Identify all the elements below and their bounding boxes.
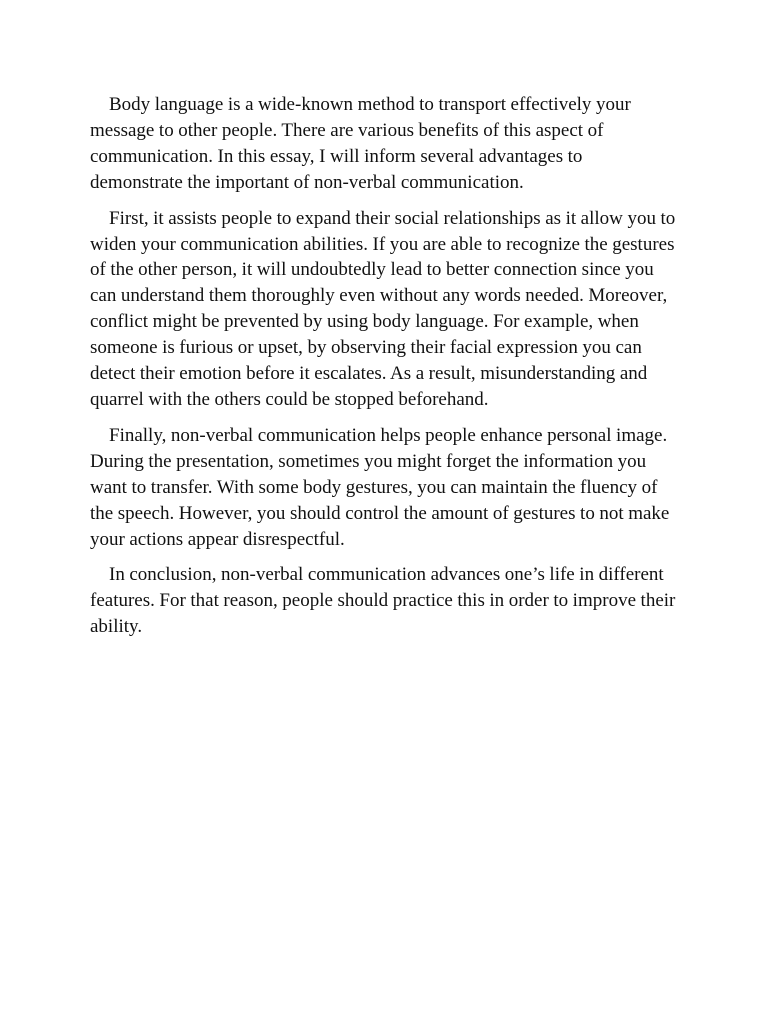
paragraph-personal-image: Finally, non-verbal communication helps people enhance personal image. During the presentation, sometimes you might forget the information you want to transfer. With some body gestures, you can maintain the fluency of the speech. However, you should control the amount of gestures to not make your actions appear disrespectful. xyxy=(90,424,670,550)
paragraph-introduction: Body language is a wide-known method to transport effectively your message to other people. There are various benefits of this aspect of communication. In this essay, I will inform several advantages to demonstrate the important of non-verbal communication. xyxy=(90,94,631,193)
paragraph-conclusion: In conclusion, non-verbal communication advances one’s life in different features. For that reason, people should practice this in order to improve their ability. xyxy=(90,564,676,638)
paragraph-social-relationships: First, it assists people to expand their social relationships as it allow you to widen your communication abilities. If you are able to recognize the gestures of the other person, it will undoubtedly lead to better connection since you can understand them thoroughly even without any words needed. Moreover, conflict might be prevented by using body language. For example, when someone is furious or upset, by observing their facial expression you can detect their emotion before it escalates. As a result, misunderstanding and quarrel with the others could be stopped beforehand. xyxy=(90,207,676,410)
essay-body xyxy=(90,92,676,650)
